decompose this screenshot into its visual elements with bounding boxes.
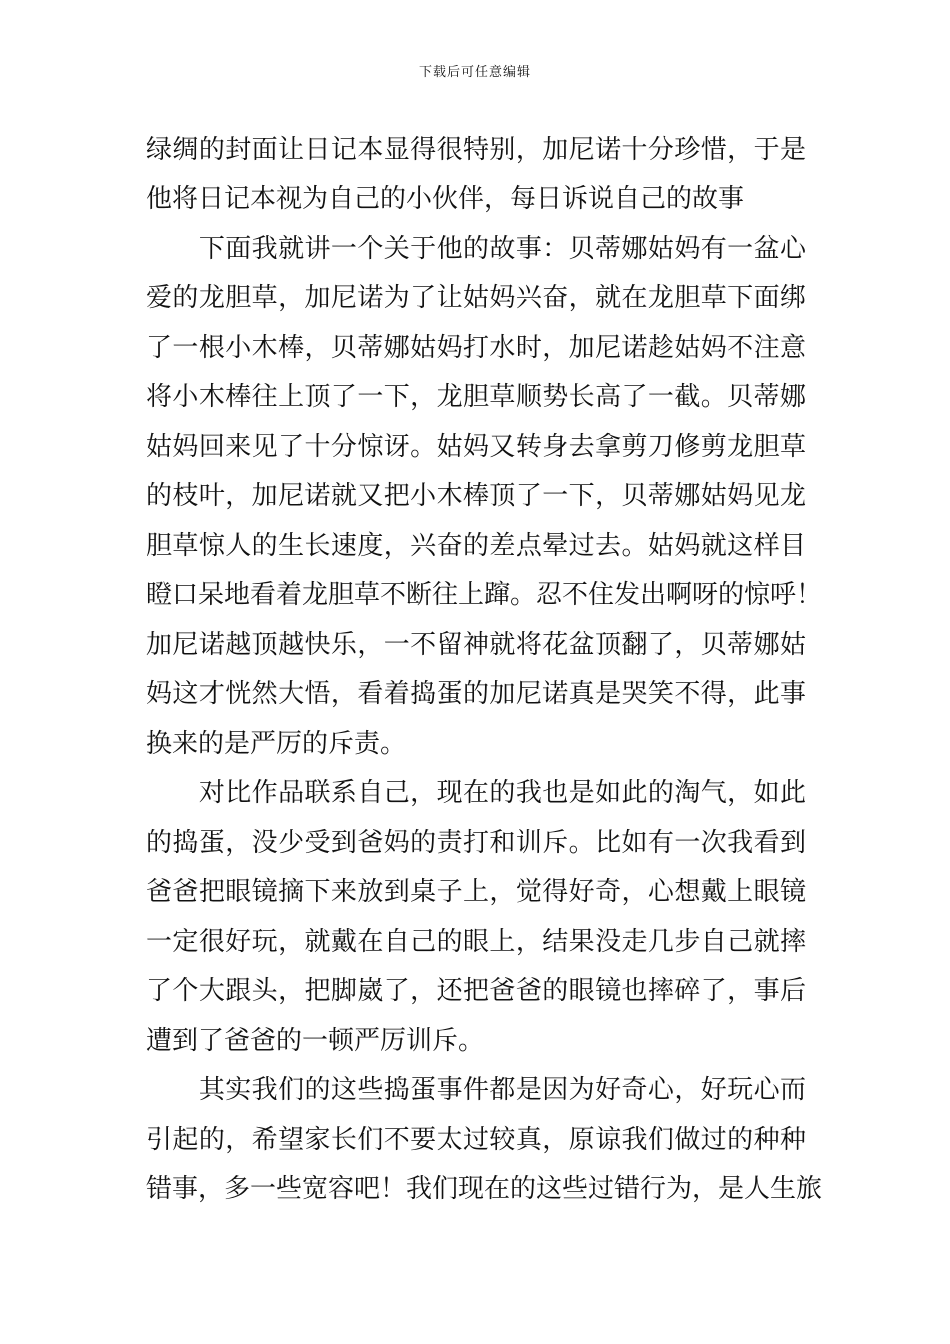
- text-line: 的枝叶，加尼诺就又把小木棒顶了一下，贝蒂娜姑妈见龙: [146, 481, 806, 511]
- text-line: 妈这才恍然大悟，看着捣蛋的加尼诺真是哭笑不得，此事: [146, 679, 806, 709]
- text-line: 加尼诺越顶越快乐，一不留神就将花盆顶翻了，贝蒂娜姑: [146, 630, 806, 660]
- text-line: 了一根小木棒，贝蒂娜姑妈打水时，加尼诺趁姑妈不注意: [146, 333, 806, 363]
- text-line: 下面我就讲一个关于他的故事：贝蒂娜姑妈有一盆心: [146, 234, 806, 264]
- text-line: 对比作品联系自己，现在的我也是如此的淘气，如此: [146, 778, 806, 808]
- text-line: 将小木棒往上顶了一下，龙胆草顺势长高了一截。贝蒂娜: [146, 382, 806, 412]
- text-line: 引起的，希望家长们不要太过较真，原谅我们做过的种种: [146, 1125, 806, 1155]
- text-line: 爱的龙胆草，加尼诺为了让姑妈兴奋，就在龙胆草下面绑: [146, 283, 806, 313]
- page-header: 下载后可任意编辑: [418, 65, 531, 80]
- text-line: 其实我们的这些捣蛋事件都是因为好奇心，好玩心而: [146, 1075, 806, 1105]
- text-line: 换来的是严厉的斥责。: [146, 729, 407, 759]
- text-line: 一定很好玩，就戴在自己的眼上，结果没走几步自己就摔: [146, 927, 806, 957]
- text-line: 姑妈回来见了十分惊讶。姑妈又转身去拿剪刀修剪龙胆草: [146, 432, 806, 462]
- text-line: 了个大跟头，把脚崴了，还把爸爸的眼镜也摔碎了，事后: [146, 976, 806, 1006]
- text-line: 错事，多一些宽容吧！我们现在的这些过错行为，是人生旅: [146, 1174, 823, 1204]
- text-line: 遭到了爸爸的一顿严厉训斥。: [146, 1026, 485, 1056]
- text-line: 的捣蛋，没少受到爸妈的责打和训斥。比如有一次我看到: [146, 828, 806, 858]
- text-line: 绿绸的封面让日记本显得很特别，加尼诺十分珍惜，于是: [146, 135, 806, 165]
- text-line: 他将日记本视为自己的小伙伴，每日诉说自己的故事: [146, 184, 745, 214]
- text-line: 爸爸把眼镜摘下来放到桌子上，觉得好奇，心想戴上眼镜: [146, 877, 806, 907]
- text-line: 瞪口呆地看着龙胆草不断往上蹿。忍不住发出啊呀的惊呼！: [146, 580, 823, 610]
- text-line: 胆草惊人的生长速度，兴奋的差点晕过去。姑妈就这样目: [146, 531, 806, 561]
